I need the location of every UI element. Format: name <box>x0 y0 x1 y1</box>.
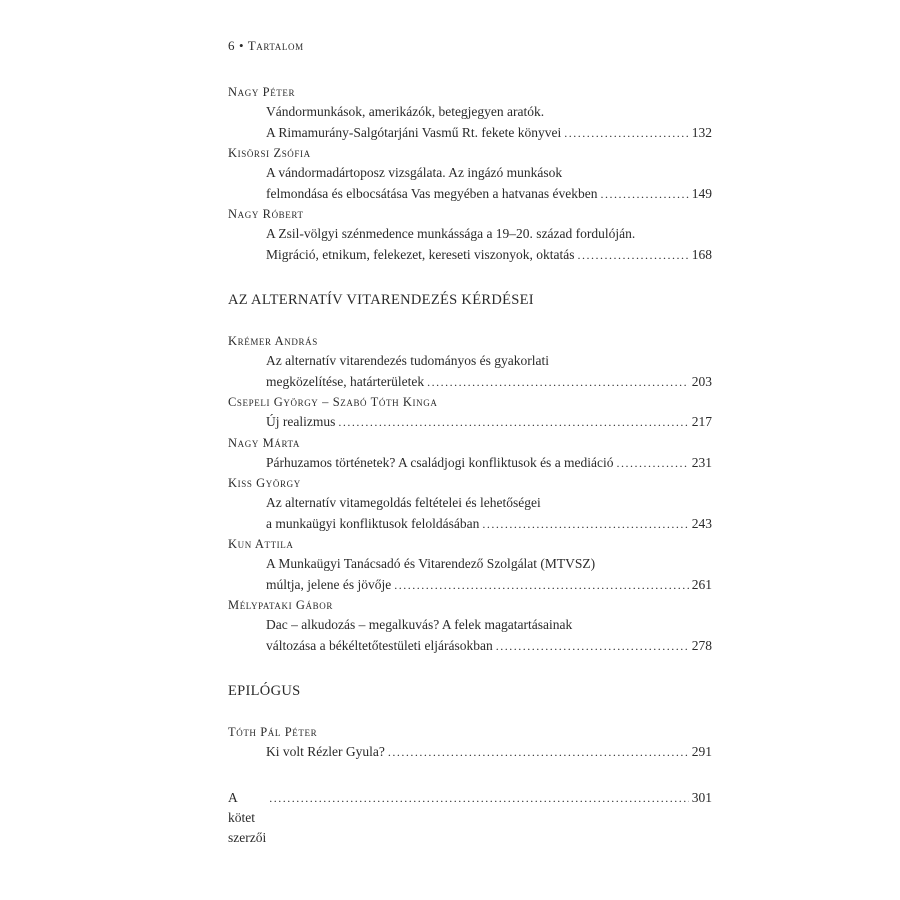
toc-content <box>228 82 712 848</box>
toc-page-number: 278 <box>691 637 712 653</box>
toc-page-number: 132 <box>691 124 712 140</box>
toc-author: Kisörsi Zsófia <box>228 146 311 160</box>
toc-page-number: 243 <box>691 515 712 531</box>
toc-author: Mélypataki Gábor <box>228 598 333 612</box>
leader-dots <box>578 245 689 266</box>
toc-page-number: 231 <box>691 454 712 470</box>
toc-author: Krémer András <box>228 334 318 348</box>
toc-entry-title-line: Az alternatív vitamegoldás feltételei és lehetőségei <box>266 495 541 510</box>
toc-block-2 <box>228 331 712 656</box>
leader-dots <box>496 636 689 657</box>
toc-entry-title: változása a békéltetőtestületi eljárásokban <box>266 637 493 653</box>
toc-entry-final-line <box>228 412 712 433</box>
toc-entry-kotet-szerzoi <box>228 788 712 848</box>
toc-entry-title: Új realizmus <box>266 414 336 429</box>
toc-entry-title: A kötet szerzői <box>228 789 267 845</box>
toc-entry-title-line: A Munkaügyi Tanácsadó és Vitarendező Szolgálat (MTVSZ) <box>266 556 596 571</box>
leader-dots <box>388 742 689 763</box>
running-head: 6 • Tartalom <box>228 38 304 53</box>
toc-block-3 <box>228 722 712 763</box>
toc-entry-title: múltja, jelene és jövője <box>266 576 392 592</box>
toc-page-number: 261 <box>691 576 712 592</box>
section-title-alternativ: AZ ALTERNATÍV VITARENDEZÉS KÉRDÉSEI <box>228 292 534 308</box>
toc-author: Nagy Róbert <box>228 207 304 221</box>
toc-entry-title: a munkaügyi konfliktusok feloldásában <box>266 515 480 531</box>
leader-dots <box>617 453 689 474</box>
toc-entry-title-line: Az alternatív vitarendezés tudományos és gyakorlati <box>266 353 550 368</box>
toc-page-number: 149 <box>691 185 712 201</box>
toc-entry-title: megközelítése, határterületek <box>266 373 425 389</box>
leader-dots <box>482 514 688 535</box>
toc-entry-title: Migráció, etnikum, felekezet, kereseti viszonyok, oktatás <box>266 246 575 262</box>
toc-entry-title: Párhuzamos történetek? A családjogi konfliktusok és a mediáció <box>266 454 614 470</box>
leader-dots <box>394 575 689 596</box>
toc-entry-final-line <box>228 453 712 474</box>
toc-entry-final-line <box>228 514 712 535</box>
toc-author: Nagy Márta <box>228 435 301 450</box>
toc-page-number: 301 <box>691 789 712 805</box>
toc-author: Kun Attila <box>228 537 294 551</box>
toc-entry-final-line <box>228 575 712 596</box>
toc-entry-final-line <box>228 184 712 205</box>
toc-page-number: 168 <box>691 246 712 262</box>
toc-page-number: 203 <box>691 373 712 389</box>
leader-dots <box>269 788 689 808</box>
leader-dots <box>338 412 688 433</box>
toc-entry-title-line: A vándormadártoposz vizsgálata. Az ingázó munkások <box>266 165 563 180</box>
leader-dots <box>564 123 689 144</box>
toc-author: Csepeli György – Szabó Tóth Kinga <box>228 395 438 409</box>
toc-entry-title: A Rimamurány-Salgótarjáni Vasmű Rt. fekete könyvei <box>266 124 562 140</box>
toc-entry-final-line <box>228 123 712 144</box>
toc-entry-title: felmondása és elbocsátása Vas megyében a hatvanas években <box>266 185 598 201</box>
toc-entry-title: Ki volt Rézler Gyula? <box>266 744 385 759</box>
toc-author: Nagy Péter <box>228 85 296 99</box>
leader-dots <box>427 372 689 393</box>
toc-author: Kiss György <box>228 476 301 490</box>
toc-entry-final-line <box>228 742 712 763</box>
toc-entry-title-line: A Zsil-völgyi szénmedence munkássága a 19–20. század fordulóján. <box>266 226 636 241</box>
toc-author: Tóth Pál Péter <box>228 725 318 739</box>
toc-page-number: 217 <box>691 414 712 429</box>
toc-entry-title-line: Vándormunkások, amerikázók, betegjegyen aratók. <box>266 104 545 119</box>
leader-dots <box>601 184 689 205</box>
toc-page-number: 291 <box>691 744 712 759</box>
toc-entry-title-line: Dac – alkudozás – megalkuvás? A felek magatartásainak <box>266 617 573 632</box>
section-title-epilogus: EPILÓGUS <box>228 683 301 699</box>
toc-entry-final-line <box>228 372 712 393</box>
toc-entry-final-line <box>228 636 712 657</box>
toc-block-1 <box>228 82 712 265</box>
toc-entry-final-line <box>228 245 712 266</box>
